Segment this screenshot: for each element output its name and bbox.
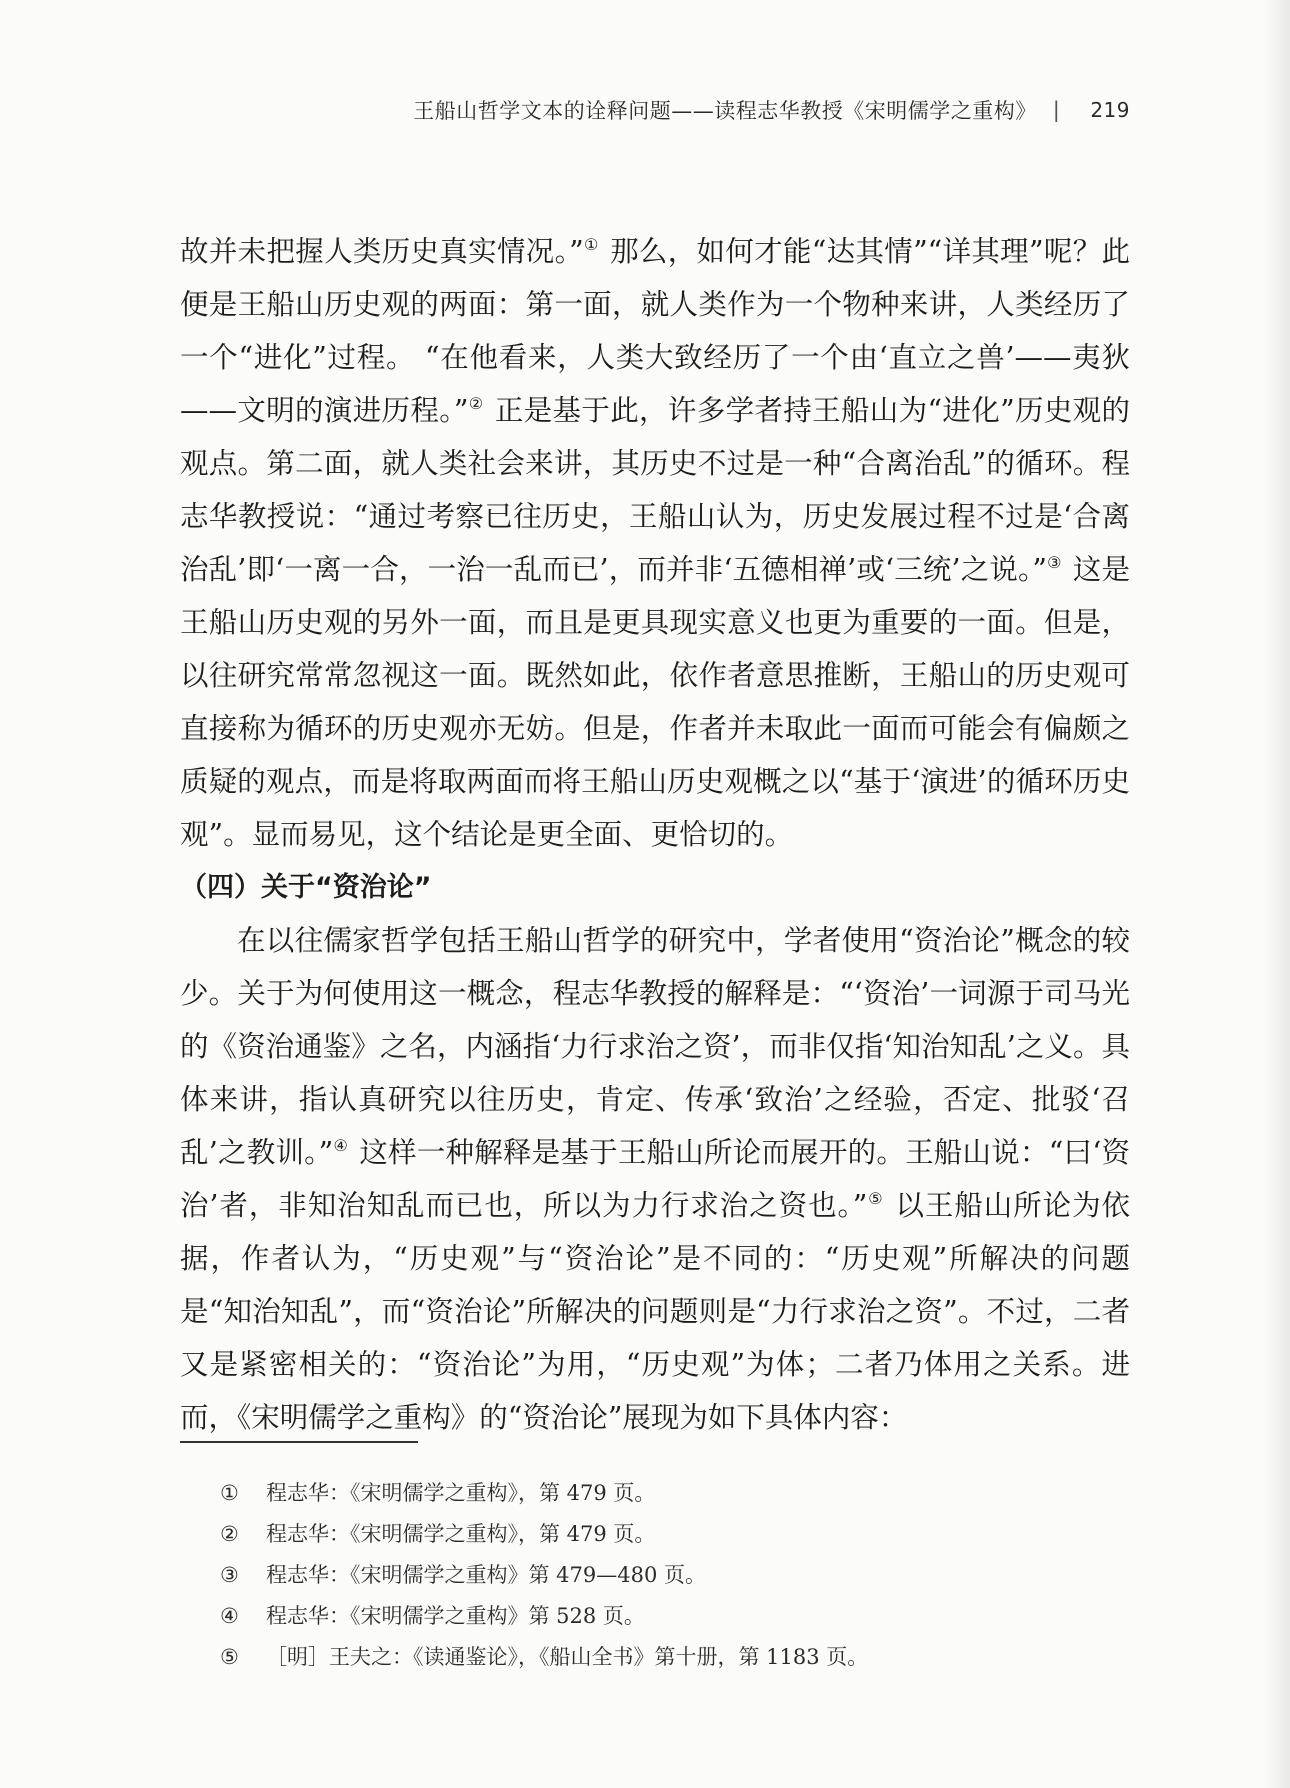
footnote-mark: ③ [220, 1563, 239, 1587]
running-header [413, 95, 1130, 125]
footnotes [220, 1473, 1120, 1678]
footnote-divider [180, 1441, 418, 1443]
footnote-ref-5[interactable]: ⑤ [867, 1189, 884, 1208]
footnote-text: 程志华：《宋明儒学之重构》第 528 页。 [266, 1604, 645, 1628]
footnote-1 [220, 1473, 1120, 1514]
footnote-2 [220, 1514, 1120, 1555]
footnote-3 [220, 1555, 1120, 1596]
header-separator: | [1052, 98, 1061, 122]
header-title: 王船山哲学文本的诠释问题——读程志华教授《宋明儒学之重构》 [413, 99, 1037, 123]
paragraph-zizhi-theory: 在以往儒家哲学包括王船山哲学的研究中，学者使用“资治论”概念的较少。关于为何使用这一概念，程志华教授的解释是：“‘资治’一词源于司马光的《资治通鉴》之名，内涵指‘力行求治之资’，而非仅指‘知治知乱’之义。具体来讲，指认真研究以往历史，肯定、传承‘致治’之经验，否定、批驳‘召乱’之教训。”④ 这样一种解释是基于王船山所论而展开的。王船山说：“曰‘资治’者，非知治知乱而已也，所以为力行求治之资也。”⑤ 以王船山所论为依据，作者认为，“历史观”与“资治论”是不同的：“历史观”所解决的问题是“知治知乱”，而“资治论”所解决的问题则是“力行求治之资”。不过，二者又是紧密相关的：“资治论”为用，“历史观”为体；二者乃体用之关系。进而，《宋明儒学之重构》的“资治论”展现为如下具体内容： [180, 924, 1131, 1434]
footnote-5 [220, 1637, 1120, 1678]
footnote-mark: ① [220, 1481, 239, 1505]
footnote-text: 程志华：《宋明儒学之重构》，第 479 页。 [266, 1522, 656, 1546]
footnote-mark: ② [220, 1522, 239, 1546]
section-heading: （四）关于“资治论” [180, 872, 432, 903]
main-text [180, 225, 1130, 1444]
footnote-mark: ⑤ [220, 1645, 239, 1669]
footnote-ref-3[interactable]: ③ [1046, 553, 1062, 572]
footnote-text: ［明］王夫之：《读通鉴论》，《船山全书》第十册，第 1183 页。 [266, 1645, 869, 1669]
paragraph-history-view: 故并未把握人类历史真实情况。”① 那么，如何才能“达其情”“详其理”呢？此便是王船山历史观的两面：第一面，就人类作为一个物种来讲，人类经历了一个“进化”过程。 “在他看来，人类大致经历了一个由‘直立之兽’——夷狄——文明的演进历程。”② 正是基于此，许多学者持王船山为“进化”历史观的观点。第二面，就人类社会来讲，其历史不过是一种“合离治乱”的循环。程志华教授说：“通过考察已往历史，王船山认为，历史发展过程不过是‘合离治乱’即‘一离一合，一治一乱而已’，而并非‘五德相禅’或‘三统’之说。”③ 这是王船山历史观的另外一面，而且是更具现实意义也更为重要的一面。但是，以往研究常常忽视这一面。既然如此，依作者意思推断，王船山的历史观可直接称为循环的历史观亦无妨。但是，作者并未取此一面而可能会有偏颇之质疑的观点，而是将取两面而将王船山历史观概之以“基于‘演进’的循环历史观”。显而易见，这个结论是更全面、更恰切的。 [180, 235, 1131, 851]
footnote-ref-4[interactable]: ④ [333, 1136, 349, 1155]
page-number: 219 [1090, 98, 1130, 122]
footnote-text: 程志华：《宋明儒学之重构》第 479—480 页。 [266, 1563, 707, 1587]
footnote-ref-2[interactable]: ② [468, 394, 484, 413]
footnote-text: 程志华：《宋明儒学之重构》，第 479 页。 [266, 1481, 656, 1505]
footnote-4 [220, 1596, 1120, 1637]
footnote-ref-1[interactable]: ① [583, 235, 599, 254]
page-edge-shadow [1264, 0, 1290, 1788]
footnote-mark: ④ [220, 1604, 239, 1628]
